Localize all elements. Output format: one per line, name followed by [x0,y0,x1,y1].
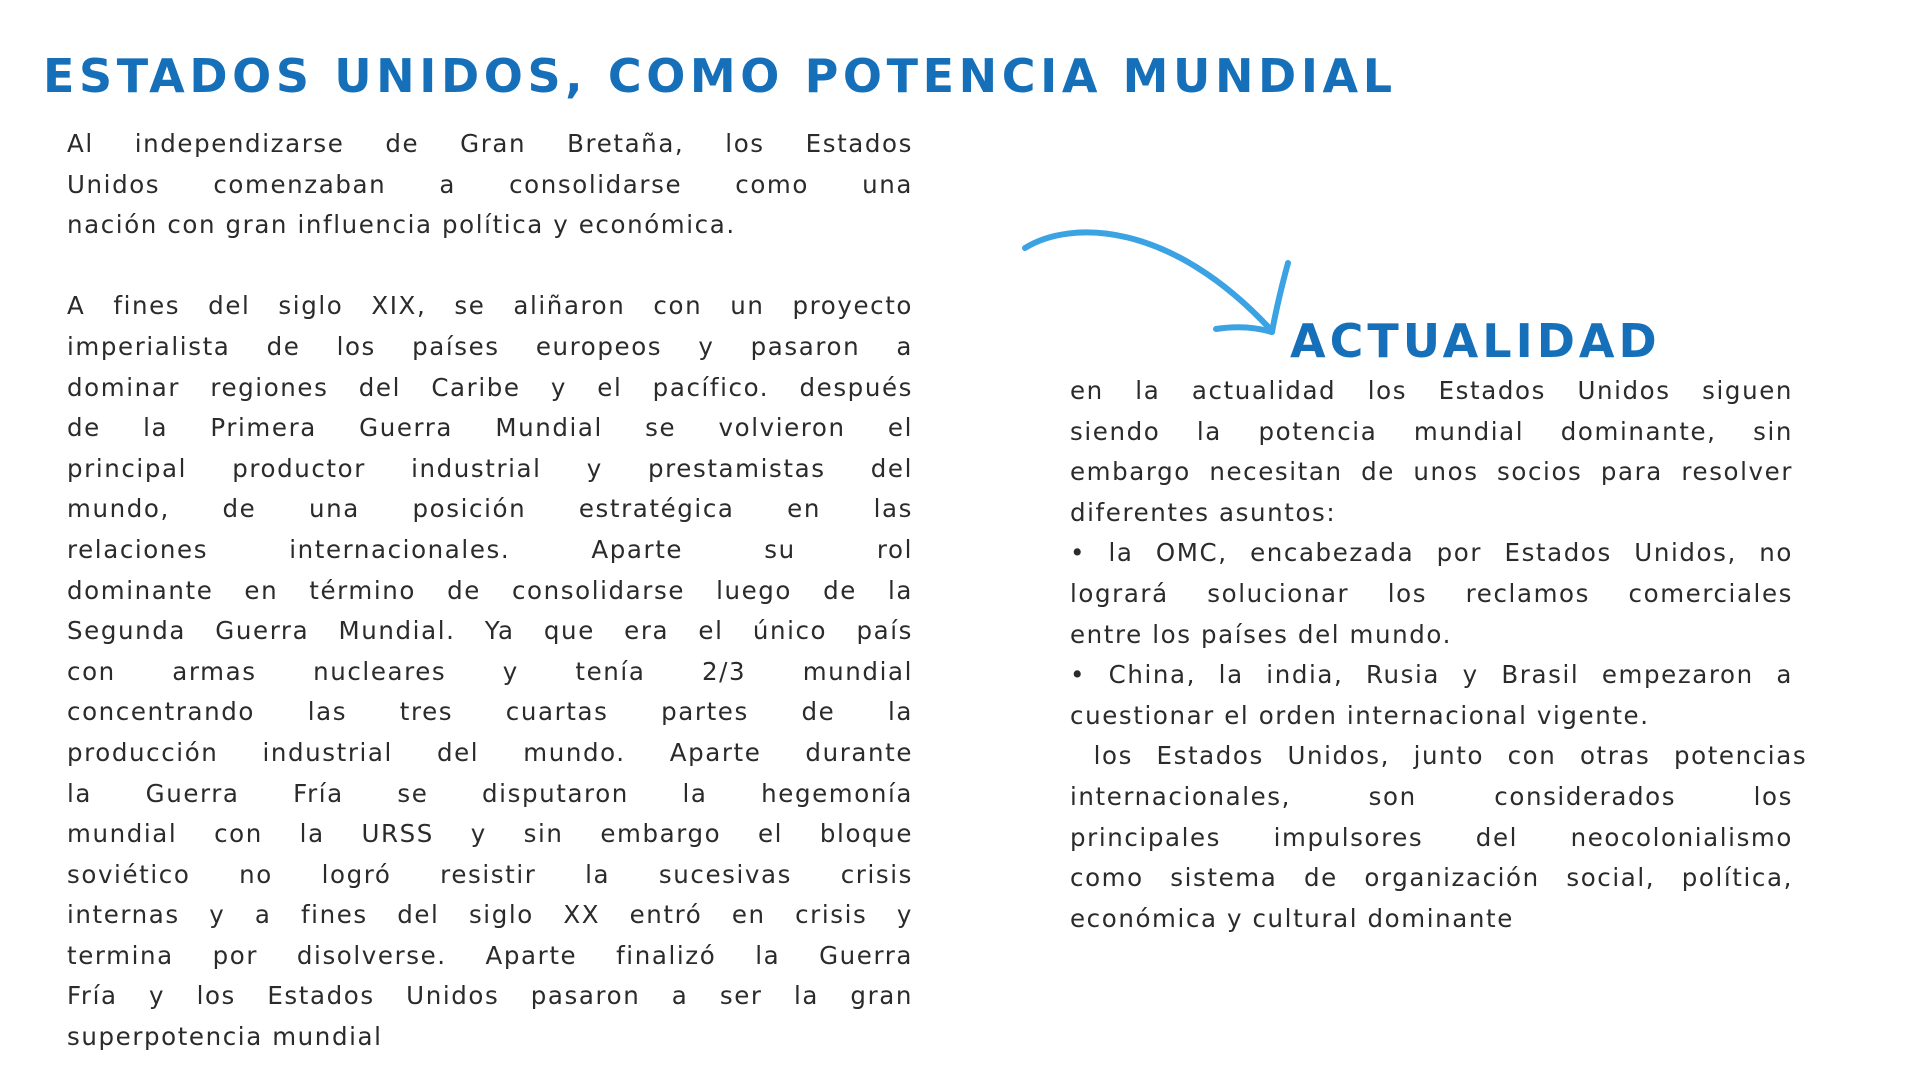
text-line: entre los países del mundo. [1070,619,1452,649]
paragraph-independence [67,124,913,246]
text-line: de la Primera Guerra Mundial se volvieron el [67,413,913,443]
text-line: económica y cultural dominante [1070,903,1514,933]
text-line: concentrando las tres cuartas partes de la [67,697,913,727]
right-column-text [1070,371,1808,939]
text-line: mundo, de una posición estratégica en las [67,494,913,524]
text-line: los Estados Unidos, junto con otras potencias [1070,741,1808,771]
section-heading-actualidad: ACTUALIDAD [1290,314,1661,368]
text-line: dominante en término de consolidarse luego de la [67,575,913,605]
text-line: Unidos comenzaban a consolidarse como una [67,169,913,199]
text-line: A fines del siglo XIX, se aliñaron con un proyecto [67,291,913,321]
text-line: cuestionar el orden internacional vigente. [1070,700,1650,730]
text-line: en la actualidad los Estados Unidos siguen [1070,376,1793,405]
text-line: diferentes asuntos: [1070,497,1337,527]
paragraph-imperialism [67,286,913,1057]
text-line: internacionales, son considerados los [1070,781,1793,811]
page-title: ESTADOS UNIDOS, COMO POTENCIA MUNDIAL [43,49,1397,103]
text-line: principales impulsores del neocolonialismo [1070,822,1793,852]
text-line: superpotencia mundial [67,1022,383,1052]
text-line: relaciones internacionales. Aparte su rol [67,534,913,564]
bullet-item-omc: • la OMC, encabezada por Estados Unidos, no [1070,538,1793,568]
text-line: nación con gran influencia política y económica. [67,210,736,240]
text-line: Segunda Guerra Mundial. Ya que era el único país [67,616,913,646]
text-line: termina por disolverse. Aparte finalizó la Guerra [67,940,913,970]
text-line: principal productor industrial y prestamistas del [67,453,913,483]
text-line: como sistema de organización social, política, [1070,863,1793,893]
text-line: logrará solucionar los reclamos comerciales [1070,578,1793,608]
text-line: soviético no logró resistir la sucesivas crisis [67,859,913,889]
text-line: la Guerra Fría se disputaron la hegemonía [67,778,913,808]
text-line: siendo la potencia mundial dominante, sin [1070,416,1793,446]
text-line: mundial con la URSS y sin embargo el bloque [67,819,913,849]
text-line: internas y a fines del siglo XX entró en crisis y [67,900,913,930]
left-column-text [67,124,913,1058]
text-line: con armas nucleares y tenía 2/3 mundial [67,656,913,686]
curved-arrow-icon [1000,215,1320,355]
text-line: dominar regiones del Caribe y el pacífico. después [67,372,913,402]
text-line: producción industrial del mundo. Aparte durante [67,737,913,767]
text-line: Fría y los Estados Unidos pasaron a ser la gran [67,981,913,1011]
text-line: embargo necesitan de unos socios para resolver [1070,457,1793,487]
text-line: imperialista de los países europeos y pasaron a [67,331,913,361]
bullet-item-brics: • China, la india, Rusia y Brasil empezaron a [1070,660,1793,690]
text-line: Al independizarse de Gran Bretaña, los Estados [67,129,913,158]
paragraph-spacer [67,246,913,287]
